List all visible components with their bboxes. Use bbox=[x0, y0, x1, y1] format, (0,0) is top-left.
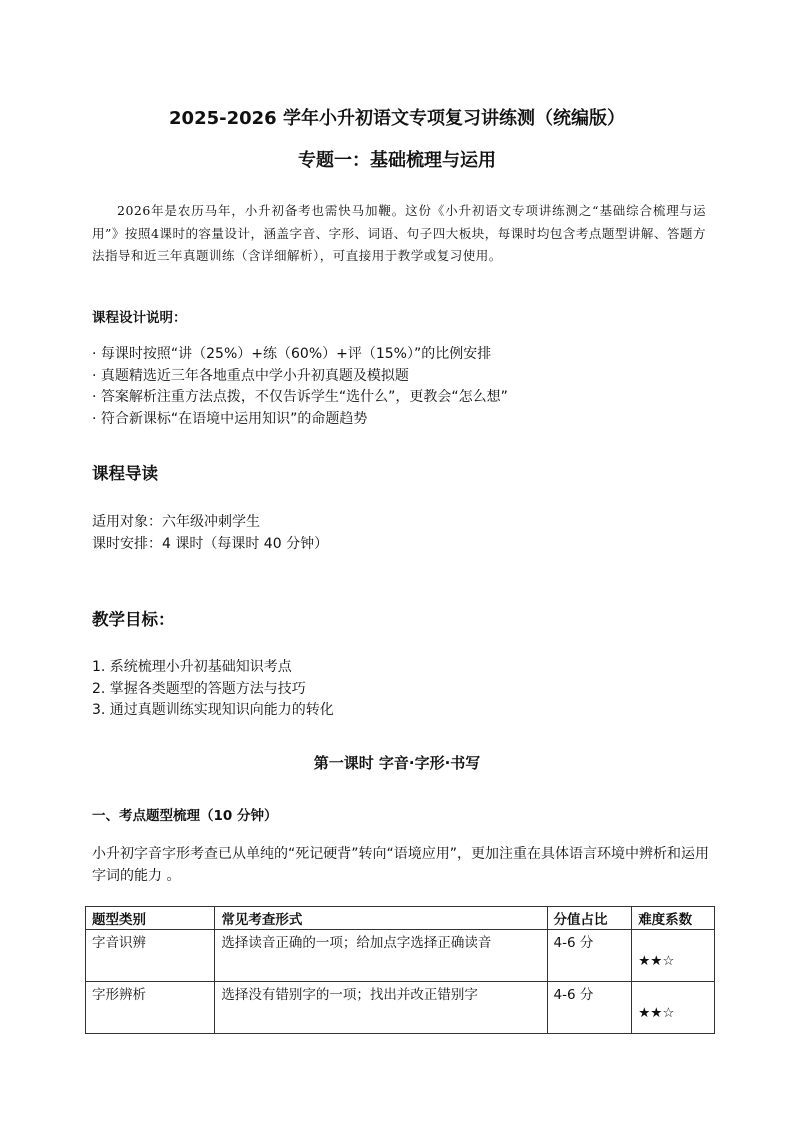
table-cell: 4-6 分 bbox=[547, 982, 632, 1034]
audience-text: 适用对象：六年级冲刺学生 bbox=[92, 514, 260, 530]
table-cell: 字形辨析 bbox=[86, 982, 215, 1034]
goals-heading: 教学目标： bbox=[92, 610, 175, 629]
question-type-table bbox=[85, 906, 715, 1034]
table-header-row bbox=[86, 907, 715, 930]
document-title: 2025-2026 学年小升初语文专项复习讲练测（统编版） bbox=[169, 108, 625, 129]
schedule-text: 课时安排：4 课时（每课时 40 分钟） bbox=[92, 535, 329, 552]
lesson-title: 第一课时 字音·字形·书写 bbox=[313, 754, 481, 772]
section-heading: 一、考点题型梳理（10 分钟） bbox=[92, 808, 278, 824]
list-item: 2. 掌握各类题型的答题方法与技巧 bbox=[92, 680, 306, 697]
goals-list bbox=[92, 657, 712, 722]
column-header: 难度系数 bbox=[632, 907, 715, 930]
table-row bbox=[86, 930, 715, 982]
table-cell: 选择没有错别字的一项；找出并改正错别字 bbox=[215, 982, 547, 1034]
column-header: 题型类别 bbox=[86, 907, 215, 930]
table-cell: 选择读音正确的一项；给加点字选择正确读音 bbox=[215, 930, 547, 982]
list-item: · 答案解析注重方法点拨，不仅告诉学生“选什么”，更教会“怎么想” bbox=[92, 389, 508, 405]
table-cell: 字音识辨 bbox=[86, 930, 215, 982]
table-row bbox=[86, 982, 715, 1034]
document-subtitle: 专题一：基础梳理与运用 bbox=[298, 150, 496, 171]
guide-info bbox=[92, 512, 712, 555]
list-item: · 每课时按照“讲（25%）+练（60%）+评（15%）”的比例安排 bbox=[92, 346, 492, 362]
column-header: 常见考查形式 bbox=[215, 907, 547, 930]
design-list bbox=[92, 344, 712, 430]
design-heading: 课程设计说明： bbox=[92, 310, 187, 326]
difficulty-rating: ★★☆ bbox=[632, 930, 715, 982]
section-paragraph: 小升初字音字形考查已从单纯的“死记硬背”转向“语境应用”，更加注重在具体语言环境中辨析和运用字词的能力 。 bbox=[92, 846, 710, 884]
column-header: 分值占比 bbox=[547, 907, 632, 930]
difficulty-rating: ★★☆ bbox=[632, 982, 715, 1034]
list-item: · 真题精选近三年各地重点中学小升初真题及模拟题 bbox=[92, 367, 409, 384]
intro-paragraph: 2026年是农历马年，小升初备考也需快马加鞭。这份《小升初语文专项讲练测之“基础综合梳理与运用”》按照4课时的容量设计，涵盖字音、字形、词语、句子四大板块，每课时均包含考点题型讲解、答题方法指导和近三年真题训练（含详细解析），可直接用于教学或复习使用。 bbox=[92, 203, 706, 263]
table-cell: 4-6 分 bbox=[547, 930, 632, 982]
list-item: 3. 通过真题训练实现知识向能力的转化 bbox=[92, 702, 334, 718]
list-item: 1. 系统梳理小升初基础知识考点 bbox=[92, 659, 292, 675]
list-item: · 符合新课标“在语境中运用知识”的命题趋势 bbox=[92, 410, 368, 427]
guide-heading: 课程导读 bbox=[92, 464, 158, 483]
